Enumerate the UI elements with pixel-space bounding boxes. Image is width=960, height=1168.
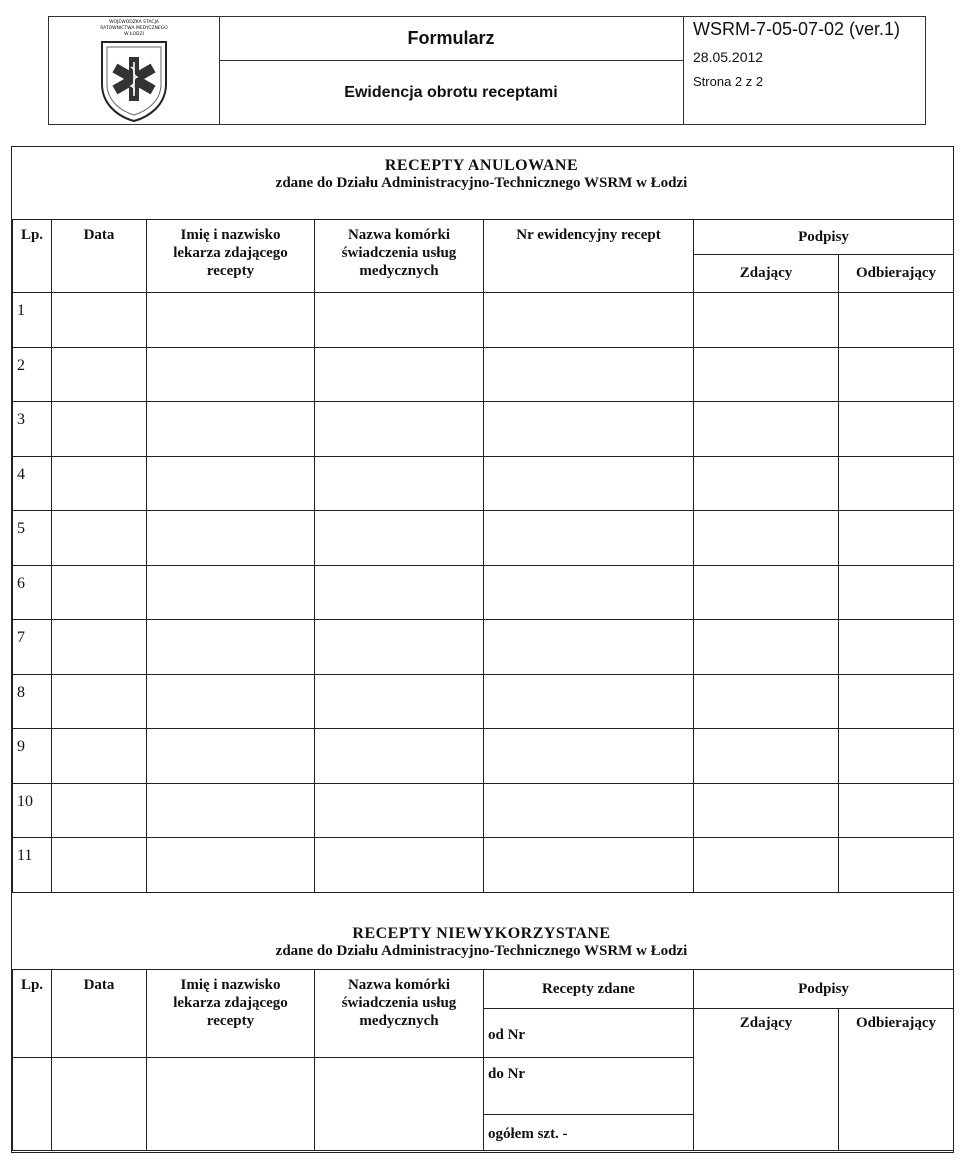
row-doctor[interactable]: [147, 347, 315, 402]
table-row: [13, 456, 954, 511]
row-receiver-signature[interactable]: [839, 293, 954, 348]
form-header: [48, 16, 926, 125]
table-row: [13, 293, 954, 348]
col-recipes: Recepty zdane: [484, 970, 694, 1009]
row-doctor[interactable]: [147, 456, 315, 511]
row-doctor[interactable]: [147, 293, 315, 348]
row-giver-signature[interactable]: [694, 293, 839, 348]
entry-lp[interactable]: [13, 1058, 52, 1151]
col-signatures: Podpisy: [694, 970, 954, 1009]
row-unit[interactable]: [315, 565, 484, 620]
row-receiver-signature[interactable]: [839, 511, 954, 566]
col-doctor: Imię i nazwisko lekarza zdającego recepty: [147, 970, 315, 1058]
row-date[interactable]: [52, 620, 147, 675]
table-row: [13, 674, 954, 729]
section2-subtitle: zdane do Działu Administracyjno-Technicznego WSRM w Łodzi: [275, 943, 688, 959]
row-date[interactable]: [52, 293, 147, 348]
row-doctor[interactable]: [147, 402, 315, 457]
row-number: 5: [13, 511, 52, 566]
entry-doctor[interactable]: [147, 1058, 315, 1151]
row-number-field[interactable]: [484, 511, 694, 566]
row-number: 10: [13, 783, 52, 838]
row-doctor[interactable]: [147, 729, 315, 784]
row-unit[interactable]: [315, 293, 484, 348]
col-lp: Lp.: [13, 970, 52, 1058]
main-sheet: [11, 146, 954, 1153]
row-giver-signature[interactable]: [694, 838, 839, 893]
row-giver-signature[interactable]: [694, 620, 839, 675]
row-receiver-signature[interactable]: [839, 456, 954, 511]
row-number: 4: [13, 456, 52, 511]
row-doctor[interactable]: [147, 674, 315, 729]
row-number: 11: [13, 838, 52, 893]
row-giver-signature[interactable]: [694, 674, 839, 729]
row-number-field[interactable]: [484, 456, 694, 511]
col-receiver: Odbierający: [839, 1009, 954, 1151]
row-receiver-signature[interactable]: [839, 674, 954, 729]
row-date[interactable]: [52, 565, 147, 620]
col-receiver: Odbierający: [839, 255, 954, 293]
row-unit[interactable]: [315, 402, 484, 457]
row-number-field[interactable]: [484, 838, 694, 893]
entry-unit[interactable]: [315, 1058, 484, 1151]
form-label: Formularz: [219, 17, 683, 61]
row-receiver-signature[interactable]: [839, 783, 954, 838]
title-cell: [219, 17, 684, 124]
row-number-field[interactable]: [484, 620, 694, 675]
row-number: 9: [13, 729, 52, 784]
table-row: [13, 565, 954, 620]
doc-date: 28.05.2012: [693, 49, 764, 65]
annulled-recipes-table: [12, 219, 954, 893]
entry-date[interactable]: [52, 1058, 147, 1151]
page-number: Strona 2 z 2: [693, 74, 764, 89]
col-unit: Nazwa komórki świadczenia usług medycznych: [315, 220, 484, 293]
table-row: [13, 347, 954, 402]
row-unit[interactable]: [315, 838, 484, 893]
col-date: Data: [52, 970, 147, 1058]
row-number: 1: [13, 293, 52, 348]
row-doctor[interactable]: [147, 838, 315, 893]
row-number: 7: [13, 620, 52, 675]
col-date: Data: [52, 220, 147, 293]
row-receiver-signature[interactable]: [839, 729, 954, 784]
row-number-field[interactable]: [484, 293, 694, 348]
row-doctor[interactable]: [147, 565, 315, 620]
col-giver: Zdający: [694, 1009, 839, 1151]
section1-heading: [12, 157, 951, 192]
section1-title: RECEPTY ANULOWANE: [384, 157, 579, 174]
row-date[interactable]: [52, 783, 147, 838]
row-giver-signature[interactable]: [694, 347, 839, 402]
table-row: [13, 620, 954, 675]
logo-cell: [49, 17, 220, 124]
row-receiver-signature[interactable]: [839, 838, 954, 893]
row-receiver-signature[interactable]: [839, 347, 954, 402]
row-unit[interactable]: [315, 674, 484, 729]
form-title: Ewidencja obrotu receptami: [344, 83, 558, 101]
row-number: 6: [13, 565, 52, 620]
row-date[interactable]: [52, 347, 147, 402]
row-unit[interactable]: [315, 456, 484, 511]
meta-cell: [683, 17, 925, 124]
row-giver-signature[interactable]: [694, 511, 839, 566]
row-date[interactable]: [52, 838, 147, 893]
section2-title: RECEPTY NIEWYKORZYSTANE: [352, 925, 611, 942]
row-giver-signature[interactable]: [694, 565, 839, 620]
row-number-field[interactable]: [484, 347, 694, 402]
row-doctor[interactable]: [147, 783, 315, 838]
row-receiver-signature[interactable]: [839, 620, 954, 675]
row-doctor[interactable]: [147, 620, 315, 675]
row-number: 2: [13, 347, 52, 402]
row-doctor[interactable]: [147, 511, 315, 566]
row-number-field[interactable]: [484, 729, 694, 784]
row-number-field[interactable]: [484, 674, 694, 729]
unused-recipes-table: [12, 969, 954, 1151]
logo-text: WOJEWÓDZKA STACJA RATOWNICTWA MEDYCZNEGO W ŁODZI: [100, 20, 168, 37]
star-of-life-logo-icon: [99, 39, 169, 123]
col-number: Nr ewidencyjny recept: [484, 220, 694, 293]
row-receiver-signature[interactable]: [839, 565, 954, 620]
row-unit[interactable]: [315, 511, 484, 566]
table-row: [13, 838, 954, 893]
col-signatures: Podpisy: [694, 220, 954, 255]
row-number-field[interactable]: [484, 565, 694, 620]
row-date[interactable]: [52, 674, 147, 729]
row-unit[interactable]: [315, 347, 484, 402]
total-count-label: ogółem szt. -: [484, 1115, 694, 1151]
row-giver-signature[interactable]: [694, 456, 839, 511]
row-number-field[interactable]: [484, 402, 694, 457]
col-lp: Lp.: [13, 220, 52, 293]
row-receiver-signature[interactable]: [839, 402, 954, 457]
row-unit[interactable]: [315, 783, 484, 838]
table-row: [13, 729, 954, 784]
row-unit[interactable]: [315, 729, 484, 784]
col-doctor: Imię i nazwisko lekarza zdającego recepty: [147, 220, 315, 293]
table-row: [13, 783, 954, 838]
row-number-field[interactable]: [484, 783, 694, 838]
row-number: 8: [13, 674, 52, 729]
from-number-label: od Nr: [484, 1009, 694, 1058]
row-giver-signature[interactable]: [694, 402, 839, 457]
section2-heading: [12, 925, 951, 960]
row-date[interactable]: [52, 402, 147, 457]
table-row: [13, 511, 954, 566]
section1-subtitle: zdane do Działu Administracyjno-Technicznego WSRM w Łodzi: [275, 175, 688, 191]
row-date[interactable]: [52, 456, 147, 511]
row-giver-signature[interactable]: [694, 729, 839, 784]
row-date[interactable]: [52, 729, 147, 784]
row-date[interactable]: [52, 511, 147, 566]
col-unit: Nazwa komórki świadczenia usług medycznych: [315, 970, 484, 1058]
row-giver-signature[interactable]: [694, 783, 839, 838]
doc-code: WSRM-7-05-07-02 (ver.1): [693, 19, 901, 39]
row-number: 3: [13, 402, 52, 457]
to-number-label: do Nr: [484, 1058, 694, 1115]
table-row: [13, 402, 954, 457]
col-giver: Zdający: [694, 255, 839, 293]
row-unit[interactable]: [315, 620, 484, 675]
